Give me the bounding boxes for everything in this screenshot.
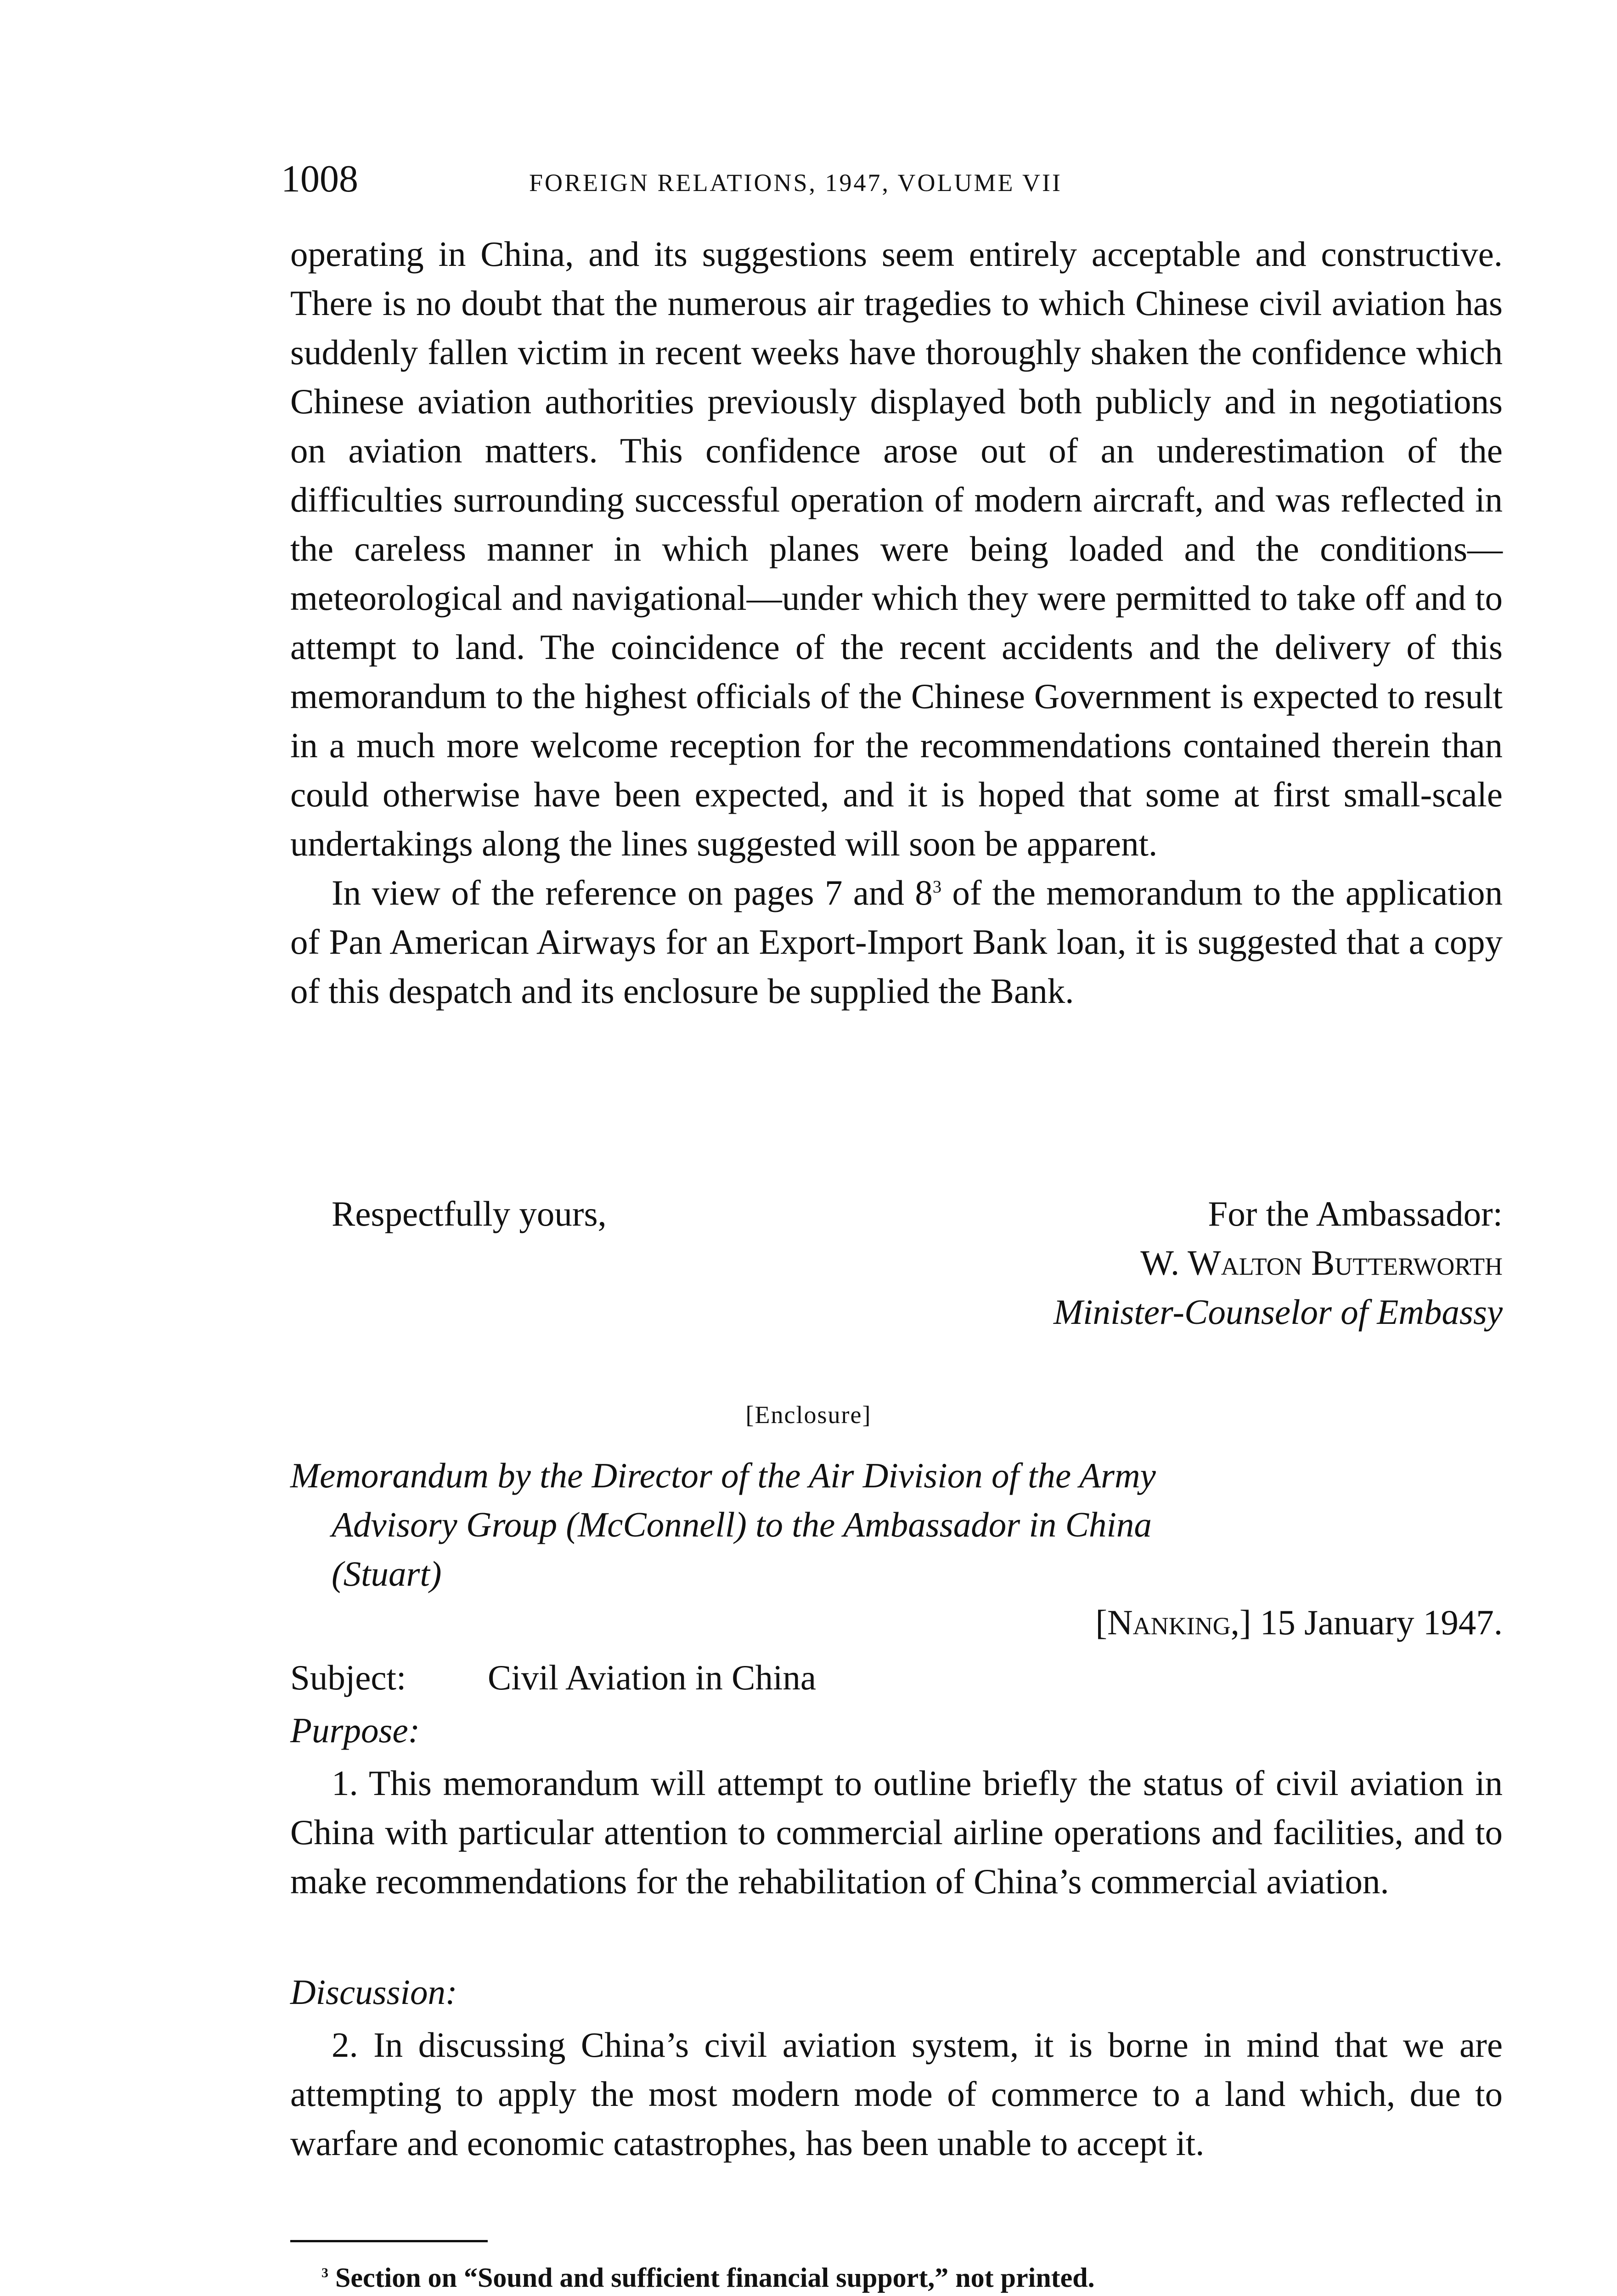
paragraph-1: operating in China, and its suggestions seem entirely acceptable and constructive. There is no doubt that the numerous air tragedies to which Chinese civil aviation has suddenly fallen victim in recent weeks have thoroughly shaken the confidence which Chinese aviation authorities previously displayed both publicly and in negotiations on aviation matters. This confidence arose out of an underestimation of the difficulties surrounding successful operation of modern aircraft, and was reflected in the careless manner in which planes were being loaded and the conditions—meteorological and navigational—under which they were permitted to take off and to attempt to land. The coincidence of the recent accidents and the delivery of this memorandum to the highest officials of the Chinese Government is expected to result in a much more welcome reception for the recommendations contained therein than could otherwise have been expected, and it is hoped that some at first small-scale undertakings along the lines suggested will soon be apparent. [290,234,1503,863]
salutation: Respectfully yours, [332,1194,607,1233]
running-title: FOREIGN RELATIONS, 1947, VOLUME VII [529,169,1062,197]
dateline-place: Nanking, [1107,1603,1240,1642]
closing-block [290,1189,1503,1341]
footnote-marker: 3 [321,2265,328,2280]
signer-title: Minister-Counselor of Embassy [1053,1292,1503,1332]
memo-title-line-3: (Stuart) [332,1554,442,1593]
page-header [281,156,1521,202]
footnote-rule [290,2240,488,2242]
subject-label: Subject: [290,1658,406,1697]
page-number: 1008 [281,158,358,200]
purpose-paragraph: 1. This memorandum will attempt to outline briefly the status of civil aviation in China with particular attention to commercial airline operations and facilities, and to make recommendations for the rehabilitation of China’s commercial aviation. [290,1763,1503,1901]
body-text [290,230,1503,1016]
paragraph-2 [290,868,1503,1016]
dateline-date: 15 January 1947. [1260,1603,1503,1642]
signer-name: W. Walton Butterworth [1140,1243,1503,1283]
for-the-ambassador: For the Ambassador: [1208,1194,1503,1233]
purpose-heading: Purpose: [290,1711,420,1750]
paragraph-2-start: In view of the reference on pages 7 and 8 [332,873,933,912]
signature-block [1054,1189,1503,1337]
discussion-section [290,2020,1503,2168]
memo-title-line-2: Advisory Group (McConnell) to the Ambassador in China [332,1505,1152,1544]
memo-title-line-1: Memorandum by the Director of the Air Division of the Army [290,1456,1156,1495]
subject-line [290,1653,1503,1702]
footnote [321,2259,1470,2296]
enclosure-label: [Enclosure] [745,1401,872,1429]
subject-value: Civil Aviation in China [488,1658,817,1697]
footnote-ref: 3 [932,877,942,897]
discussion-heading: Discussion: [290,1972,457,2012]
purpose-section [290,1759,1503,1906]
memo-title [290,1451,1503,1598]
dateline: [Nanking,] 15 January 1947. [1095,1603,1503,1642]
footnote-text: Section on “Sound and sufficient financial support,” not printed. [335,2262,1095,2293]
discussion-paragraph: 2. In discussing China’s civil aviation system, it is borne in mind that we are attempting to apply the most modern mode of commerce to a land which, due to warfare and economic catastrophes, has been unable to accept it. [290,2025,1503,2163]
paragraph-2-end: of the memorandum to the application of Pan American Airways for an Export-Import Bank loan, it is suggested that a copy of this despatch and its enclosure be supplied the Bank. [290,873,1503,1011]
